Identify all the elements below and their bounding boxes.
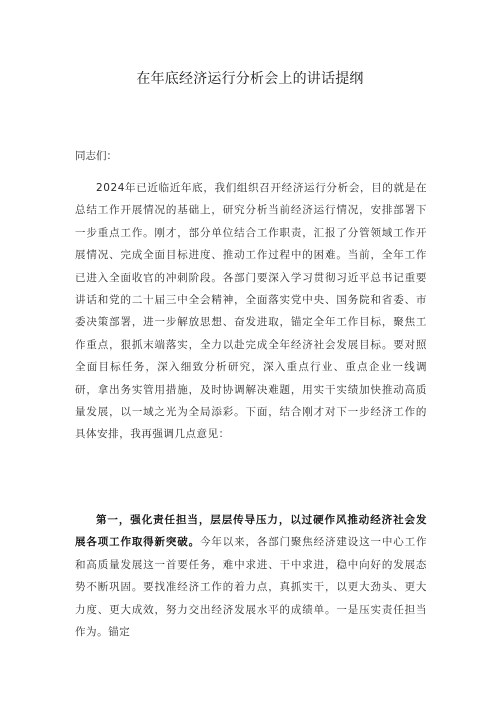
paragraph-first-point-text: 今年以来，各部门聚焦经济建设这一中心工作和高质量发展这一首要任务，难中求进、干中求进，稳中向好的发展态势不断巩固。要找准经济工作的着力点，真抓实干，以更大劲头、更大力度、更大成效，努力交出经济发展水平的成绩单。一是压实责任担当作为。锚定 bbox=[75, 536, 427, 639]
paragraph-intro-text: 2024年已近临近年底，我们组织召开经济运行分析会，目的就是在总结工作开展情况的基础上，研究分析当前经济运行情况，安排部署下一步重点工作。刚才，部分单位结合工作职责，汇报了分管领域工作开展情况、完成全面目标进度、推动工作过程中的困难。当前，全年工作已进入全面收官的冲刺阶段。各部门要深入学习贯彻习近平总书记重要讲话和党的二十届三中全会精神，全面落实党中央、国务院和省委、市委决策部署，进一步解放思想、奋发进取，锚定全年工作目标，聚焦工作重点，狠抓末端落实，全力以赴完成全年经济社会发展目标。要对照全面目标任务，深入细致分析研究，深入重点行业、重点企业一线调研，拿出务实管用措施，及时协调解决难题，用实干实绩加快推动高质量发展，以一域之光为全局添彩。下面，结合刚才对下一步经济工作的具体安排，我再强调几点意见： bbox=[75, 182, 427, 441]
paragraph-first-point bbox=[75, 509, 427, 643]
document-title: 在年底经济运行分析会上的讲话提纲 bbox=[136, 71, 364, 87]
paragraph-intro bbox=[75, 177, 427, 446]
paragraph-heading: 第一，强化责任担当，层层传导压力，以过硬作风推动经济社会发展各项工作取得新突破。 bbox=[75, 514, 427, 549]
greeting: 同志们： bbox=[75, 150, 117, 162]
